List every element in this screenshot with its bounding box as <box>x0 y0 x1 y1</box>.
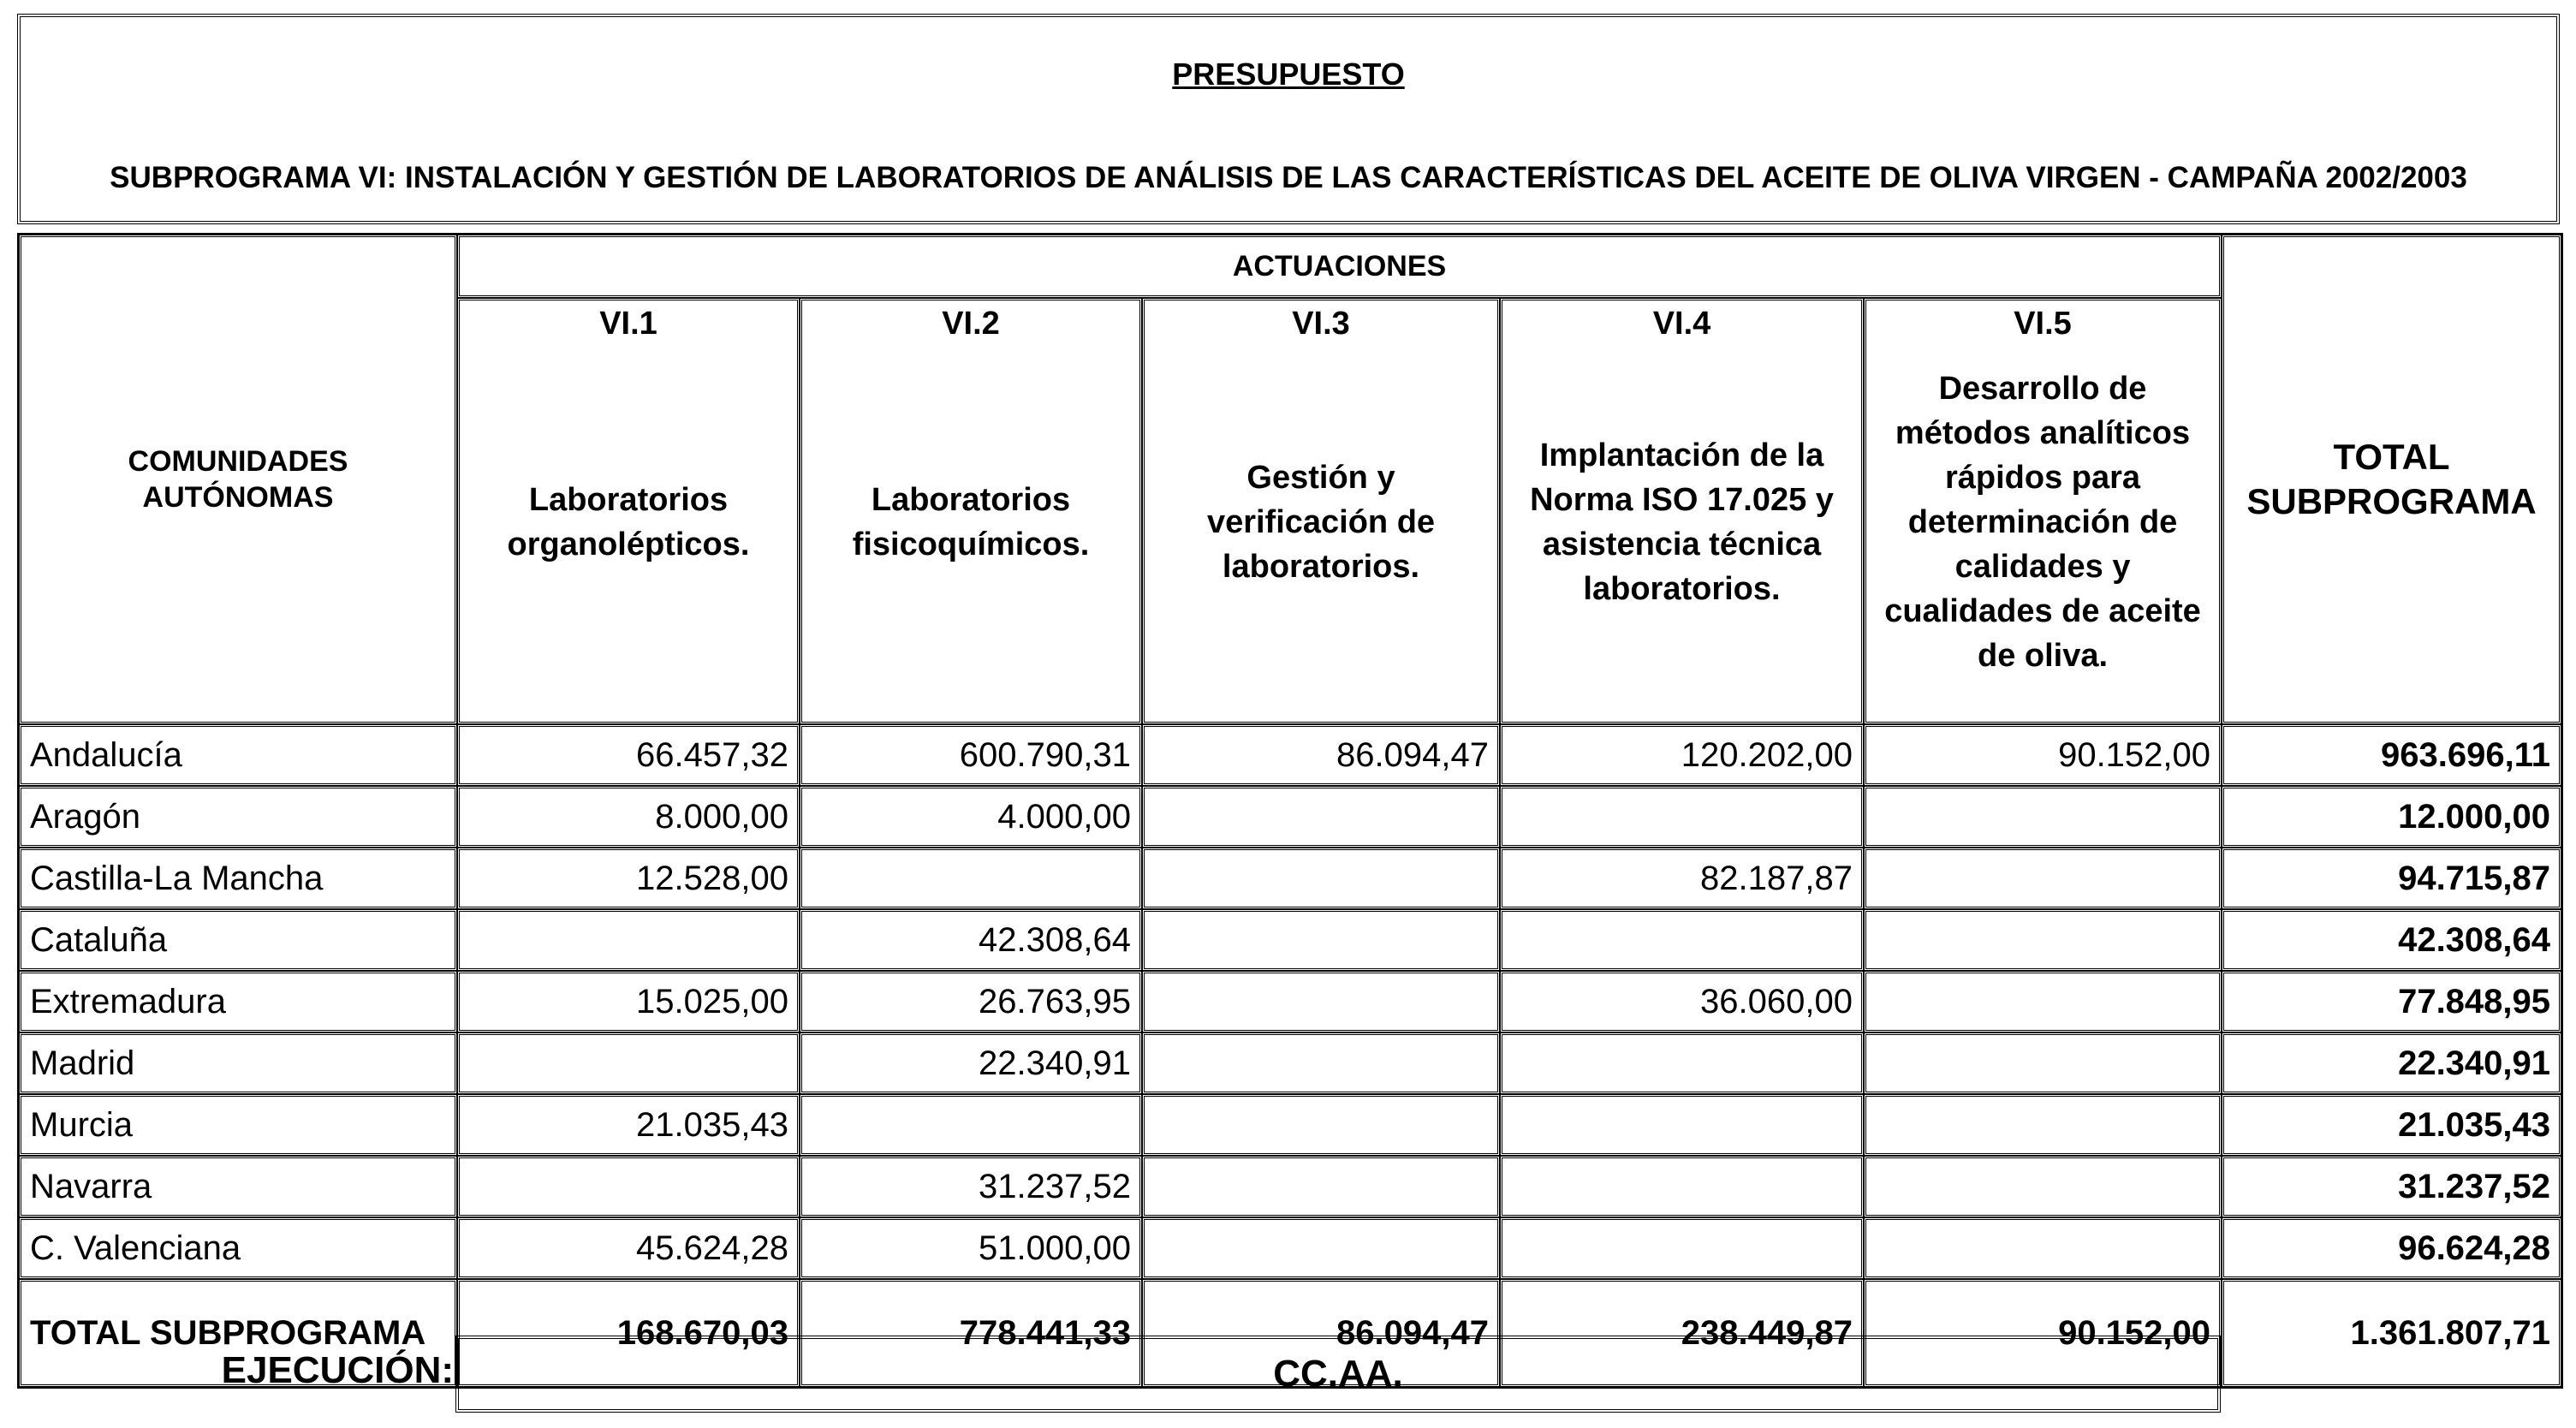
amount-vi2: 42.308,64 <box>800 909 1142 971</box>
total-vi1: 168.670,03 <box>457 1279 800 1387</box>
amount-vi3 <box>1142 848 1500 909</box>
execution-value: CC.AA. <box>455 1336 2221 1413</box>
region-name: Cataluña <box>19 909 457 971</box>
column-header-vi5: VI.5 Desarrollo de métodos analíticos rápidos para determinación de calidades y cualidades de aceite de oliva. <box>1864 298 2222 724</box>
table-row <box>19 909 2561 971</box>
table-row <box>19 1032 2561 1094</box>
row-total: 12.000,00 <box>2222 786 2561 848</box>
amount-vi1 <box>457 1032 800 1094</box>
table-row <box>19 1094 2561 1156</box>
amount-vi1: 21.035,43 <box>457 1094 800 1156</box>
amount-vi4 <box>1500 909 1864 971</box>
column-header-vi1: VI.1 Laboratorios organolépticos. <box>457 298 800 724</box>
execution-label: EJECUCIÓN: <box>221 1349 454 1391</box>
amount-vi5 <box>1864 1217 2222 1279</box>
actuaciones-header: ACTUACIONES <box>457 235 2222 298</box>
amount-vi2 <box>800 1094 1142 1156</box>
amount-vi4 <box>1500 1094 1864 1156</box>
amount-vi1: 15.025,00 <box>457 971 800 1032</box>
amount-vi3 <box>1142 1217 1500 1279</box>
region-name: Andalucía <box>19 724 457 786</box>
amount-vi3 <box>1142 786 1500 848</box>
budget-table <box>17 233 2563 1389</box>
region-name: Murcia <box>19 1094 457 1156</box>
grand-total: 1.361.807,71 <box>2222 1279 2561 1387</box>
amount-vi1 <box>457 1156 800 1217</box>
column-header-vi2: VI.2 Laboratorios fisicoquímicos. <box>800 298 1142 724</box>
amount-vi4 <box>1500 786 1864 848</box>
row-total: 77.848,95 <box>2222 971 2561 1032</box>
amount-vi1: 8.000,00 <box>457 786 800 848</box>
table-row <box>19 848 2561 909</box>
amount-vi5 <box>1864 1094 2222 1156</box>
row-total: 94.715,87 <box>2222 848 2561 909</box>
region-name: Madrid <box>19 1032 457 1094</box>
amount-vi4: 82.187,87 <box>1500 848 1864 909</box>
total-vi4: 238.449,87 <box>1500 1279 1864 1387</box>
region-name: C. Valenciana <box>19 1217 457 1279</box>
amount-vi4: 120.202,00 <box>1500 724 1864 786</box>
amount-vi5 <box>1864 786 2222 848</box>
row-total: 21.035,43 <box>2222 1094 2561 1156</box>
table-row <box>19 971 2561 1032</box>
amount-vi2: 22.340,91 <box>800 1032 1142 1094</box>
amount-vi2: 4.000,00 <box>800 786 1142 848</box>
table-row <box>19 786 2561 848</box>
amount-vi1: 12.528,00 <box>457 848 800 909</box>
amount-vi5 <box>1864 909 2222 971</box>
table-row <box>19 724 2561 786</box>
region-name: Castilla-La Mancha <box>19 848 457 909</box>
amount-vi2 <box>800 848 1142 909</box>
column-header-vi4: VI.4 Implantación de la Norma ISO 17.025 y asistencia técnica laboratorios. <box>1500 298 1864 724</box>
total-vi5: 90.152,00 <box>1864 1279 2222 1387</box>
row-total: 22.340,91 <box>2222 1032 2561 1094</box>
amount-vi2: 31.237,52 <box>800 1156 1142 1217</box>
amount-vi4 <box>1500 1032 1864 1094</box>
amount-vi4 <box>1500 1156 1864 1217</box>
document-subtitle: SUBPROGRAMA VI: INSTALACIÓN Y GESTIÓN DE LABORATORIOS DE ANÁLISIS DE LAS CARACTERÍSTICAS DEL ACEITE DE OLIVA VIRGEN - CAMPAÑA 2002/2003 <box>110 161 2467 194</box>
row-total: 42.308,64 <box>2222 909 2561 971</box>
amount-vi3 <box>1142 1032 1500 1094</box>
amount-vi3 <box>1142 1094 1500 1156</box>
amount-vi2: 26.763,95 <box>800 971 1142 1032</box>
amount-vi2: 51.000,00 <box>800 1217 1142 1279</box>
amount-vi4: 36.060,00 <box>1500 971 1864 1032</box>
total-header: TOTAL SUBPROGRAMA <box>2222 235 2561 724</box>
amount-vi1: 66.457,32 <box>457 724 800 786</box>
row-total: 31.237,52 <box>2222 1156 2561 1217</box>
amount-vi2: 600.790,31 <box>800 724 1142 786</box>
title-box <box>17 14 2560 224</box>
amount-vi5 <box>1864 971 2222 1032</box>
region-name: Extremadura <box>19 971 457 1032</box>
region-name: Aragón <box>19 786 457 848</box>
amount-vi3 <box>1142 1156 1500 1217</box>
amount-vi5 <box>1864 1032 2222 1094</box>
region-name: Navarra <box>19 1156 457 1217</box>
totals-label: TOTAL SUBPROGRAMA <box>19 1279 457 1387</box>
table-row <box>19 1217 2561 1279</box>
amount-vi5 <box>1864 1156 2222 1217</box>
amount-vi5: 90.152,00 <box>1864 724 2222 786</box>
amount-vi3 <box>1142 909 1500 971</box>
document-title: PRESUPUESTO <box>1172 57 1405 92</box>
row-total: 963.696,11 <box>2222 724 2561 786</box>
total-vi2: 778.441,33 <box>800 1279 1142 1387</box>
amount-vi1 <box>457 909 800 971</box>
amount-vi3 <box>1142 971 1500 1032</box>
column-header-vi3: VI.3 Gestión y verificación de laboratorios. <box>1142 298 1500 724</box>
total-vi3: 86.094,47 <box>1142 1279 1500 1387</box>
regions-header: COMUNIDADES AUTÓNOMAS <box>19 235 457 724</box>
amount-vi5 <box>1864 848 2222 909</box>
table-row <box>19 1156 2561 1217</box>
amount-vi4 <box>1500 1217 1864 1279</box>
row-total: 96.624,28 <box>2222 1217 2561 1279</box>
amount-vi1: 45.624,28 <box>457 1217 800 1279</box>
amount-vi3: 86.094,47 <box>1142 724 1500 786</box>
